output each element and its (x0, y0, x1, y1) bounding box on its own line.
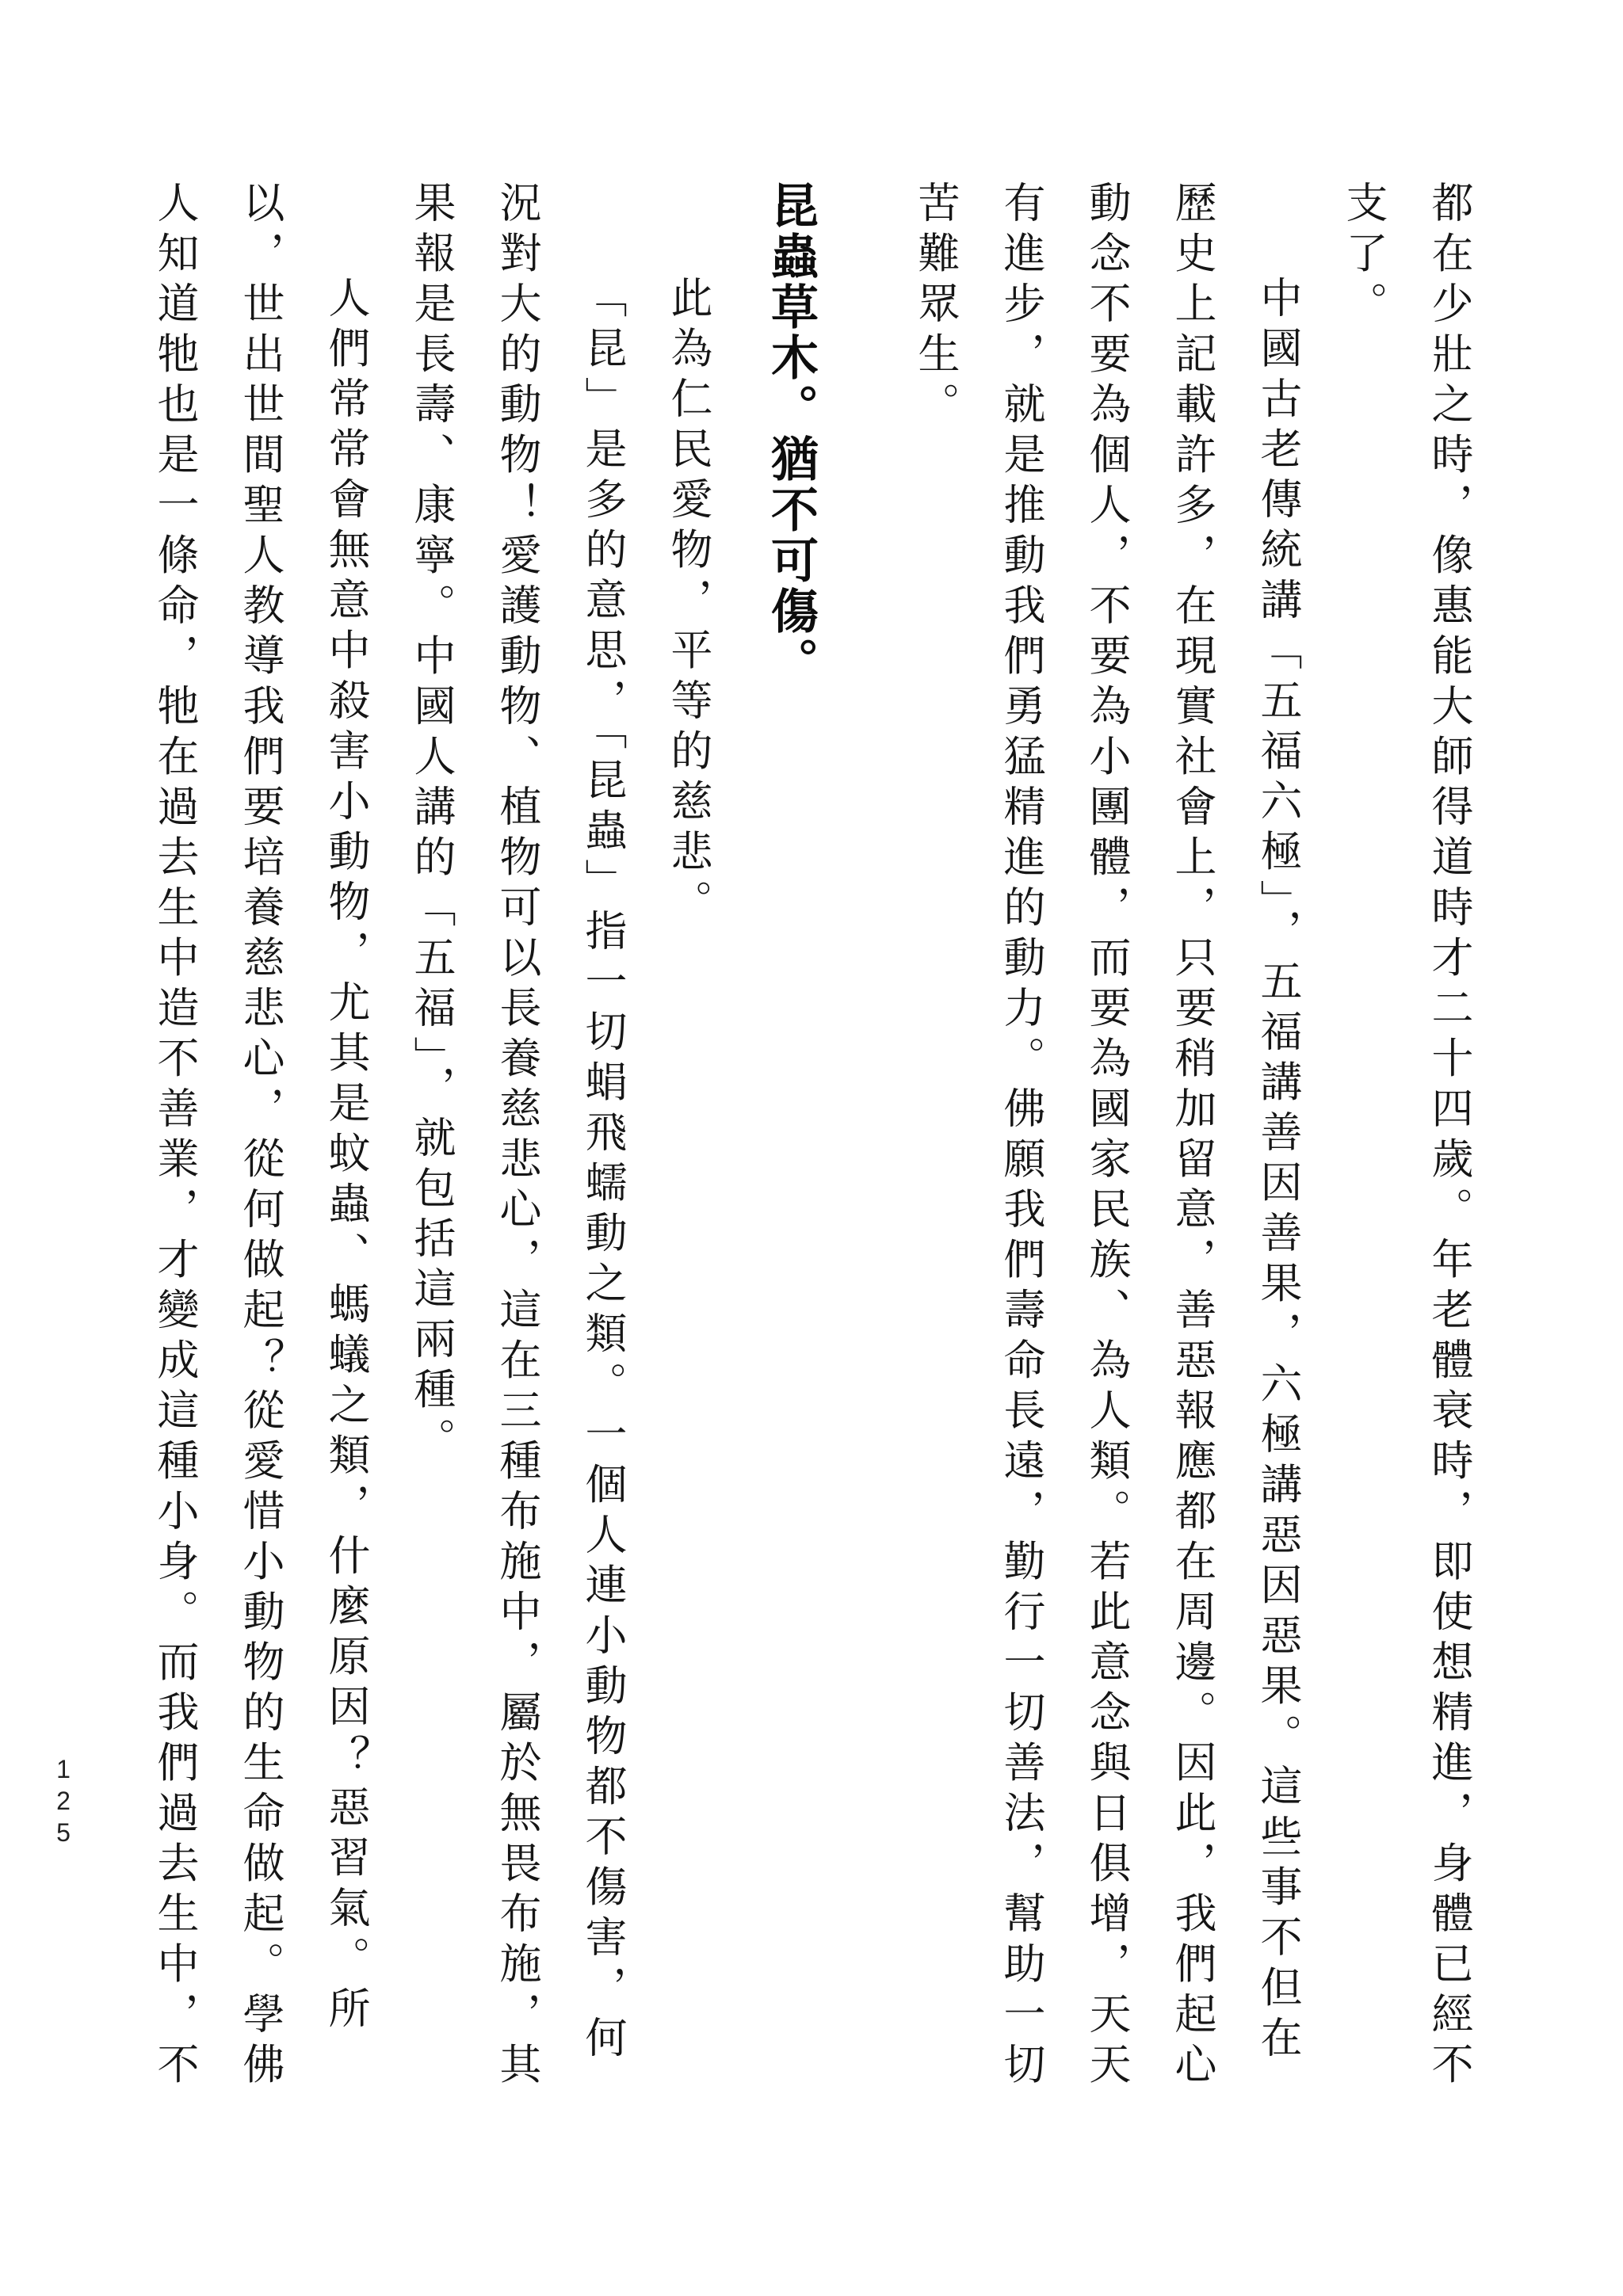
text-column-9: 「昆」是多的意思，「昆蟲」指一切蜎飛蠕動之類。一個人連小動物都不傷害，何 (579, 276, 627, 2066)
text-column-13: 以，世出世間聖人教導我們要培養慈悲心，從何做起？從愛惜小動物的生命做起。學佛 (236, 181, 285, 2092)
text-column-10: 況對大的動物！愛護動物、植物可以長養慈悲心，這在三種布施中，屬於無畏布施，其 (493, 181, 541, 2092)
text-column-7: 苦難眾生。 (911, 181, 960, 433)
text-column-8: 此為仁民愛物，平等的慈悲。 (664, 276, 712, 930)
text-column-6: 有進步，就是推動我們勇猛精進的動力。佛願我們壽命長遠，勤行一切善法，幫助一切 (997, 181, 1045, 2092)
text-column-14: 人知道牠也是一條命，牠在過去生中造不善業，才變成這種小身。而我們過去生中，不 (151, 181, 199, 2092)
text-column-4: 歷史上記載許多，在現實社會上，只要稍加留意，善惡報應都在周邊。因此，我們起心 (1168, 181, 1216, 2092)
section-heading: 昆蟲草木。猶不可傷。 (763, 181, 819, 688)
text-column-2: 支了。 (1339, 181, 1388, 332)
text-column-5: 動念不要為個人，不要為小團體，而要為國家民族、為人類。若此意念與日俱增，天天 (1083, 181, 1131, 2092)
text-column-1: 都在少壯之時，像惠能大師得道時才二十四歲。年老體衰時，即使想精進，身體已經不 (1425, 181, 1473, 2092)
text-column-12: 人們常常會無意中殺害小動物，尤其是蚊蟲、螞蟻之類，什麼原因？惡習氣。所 (322, 276, 370, 2037)
text-column-11: 果報是長壽、康寧。中國人講的「五福」，就包括這兩種。 (407, 181, 456, 1468)
text-column-3: 中國古老傳統講「五福六極」，五福講善因善果，六極講惡因惡果。這些事不但在 (1254, 276, 1302, 2066)
page-number: 125 (49, 1755, 78, 1850)
